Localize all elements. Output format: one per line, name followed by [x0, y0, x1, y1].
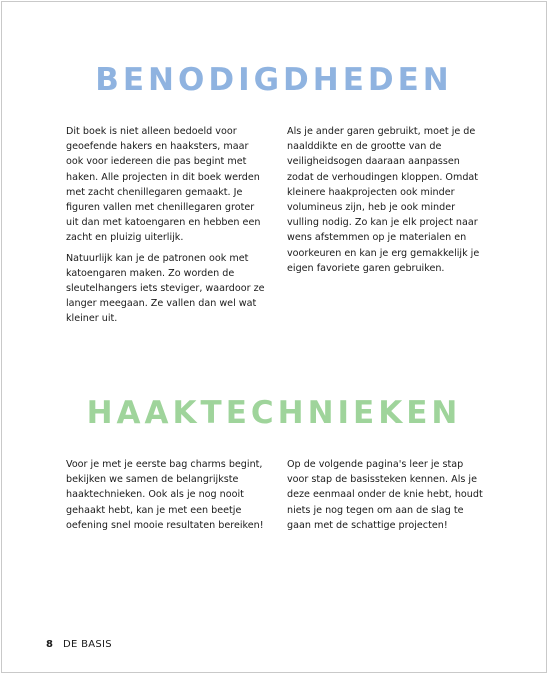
heading-benodigdheden: BENODIGDHEDEN: [95, 62, 453, 98]
section1-column-right: [287, 124, 487, 281]
section2-column-right: [287, 457, 487, 538]
paragraph: Als je ander garen gebruikt, moet je de naalddikte en de grootte van de veiligheidsogen daaraan aanpassen zodat de verhoudingen kloppen. Omdat kleinere haakprojecten ook minder volumineus zijn, heb je ook minder vulling nodig. Zo kan je elk project naar wens afstemmen op je materialen en voorkeuren en kan je erg gemakkelijk je eigen favoriete garen gebruiken.: [287, 126, 480, 274]
page: [1, 1, 547, 673]
section1-column-left: [66, 124, 266, 332]
section2-column-left: [66, 457, 271, 538]
paragraph: Voor je met je eerste bag charms begint, bekijken we samen de belangrijkste haaktechnieken. Ook als je nog nooit gehaakt hebt, kan je met een beetje oefening snel mooie resultaten bereiken!: [66, 459, 264, 531]
paragraph: Natuurlijk kan je de patronen ook met katoengaren maken. Zo worden de sleutelhangers iets steviger, waardoor ze langer meegaan. Ze vallen dan wel wat kleiner uit.: [66, 252, 265, 325]
page-number: 8: [46, 639, 53, 650]
heading-haaktechnieken: HAAKTECHNIEKEN: [86, 395, 462, 431]
paragraph: Dit boek is niet alleen bedoeld voor geoefende hakers en haaksters, maar ook voor iedereen die pas begint met haken. Alle projecten in dit boek werden met zacht chenillegaren gemaakt. Je figuren vallen met chenillegaren groter uit dan met katoengaren en hebben een zacht en pluizig uiterlijk.: [66, 126, 261, 244]
page-footer: [46, 639, 112, 650]
section-name: DE BASIS: [62, 639, 112, 650]
paragraph: Op de volgende pagina's leer je stap voor stap de basissteken kennen. Als je deze eenmaal onder de knie hebt, houdt niets je nog tegen om aan de slag te gaan met de schattige projecten!: [287, 459, 483, 531]
